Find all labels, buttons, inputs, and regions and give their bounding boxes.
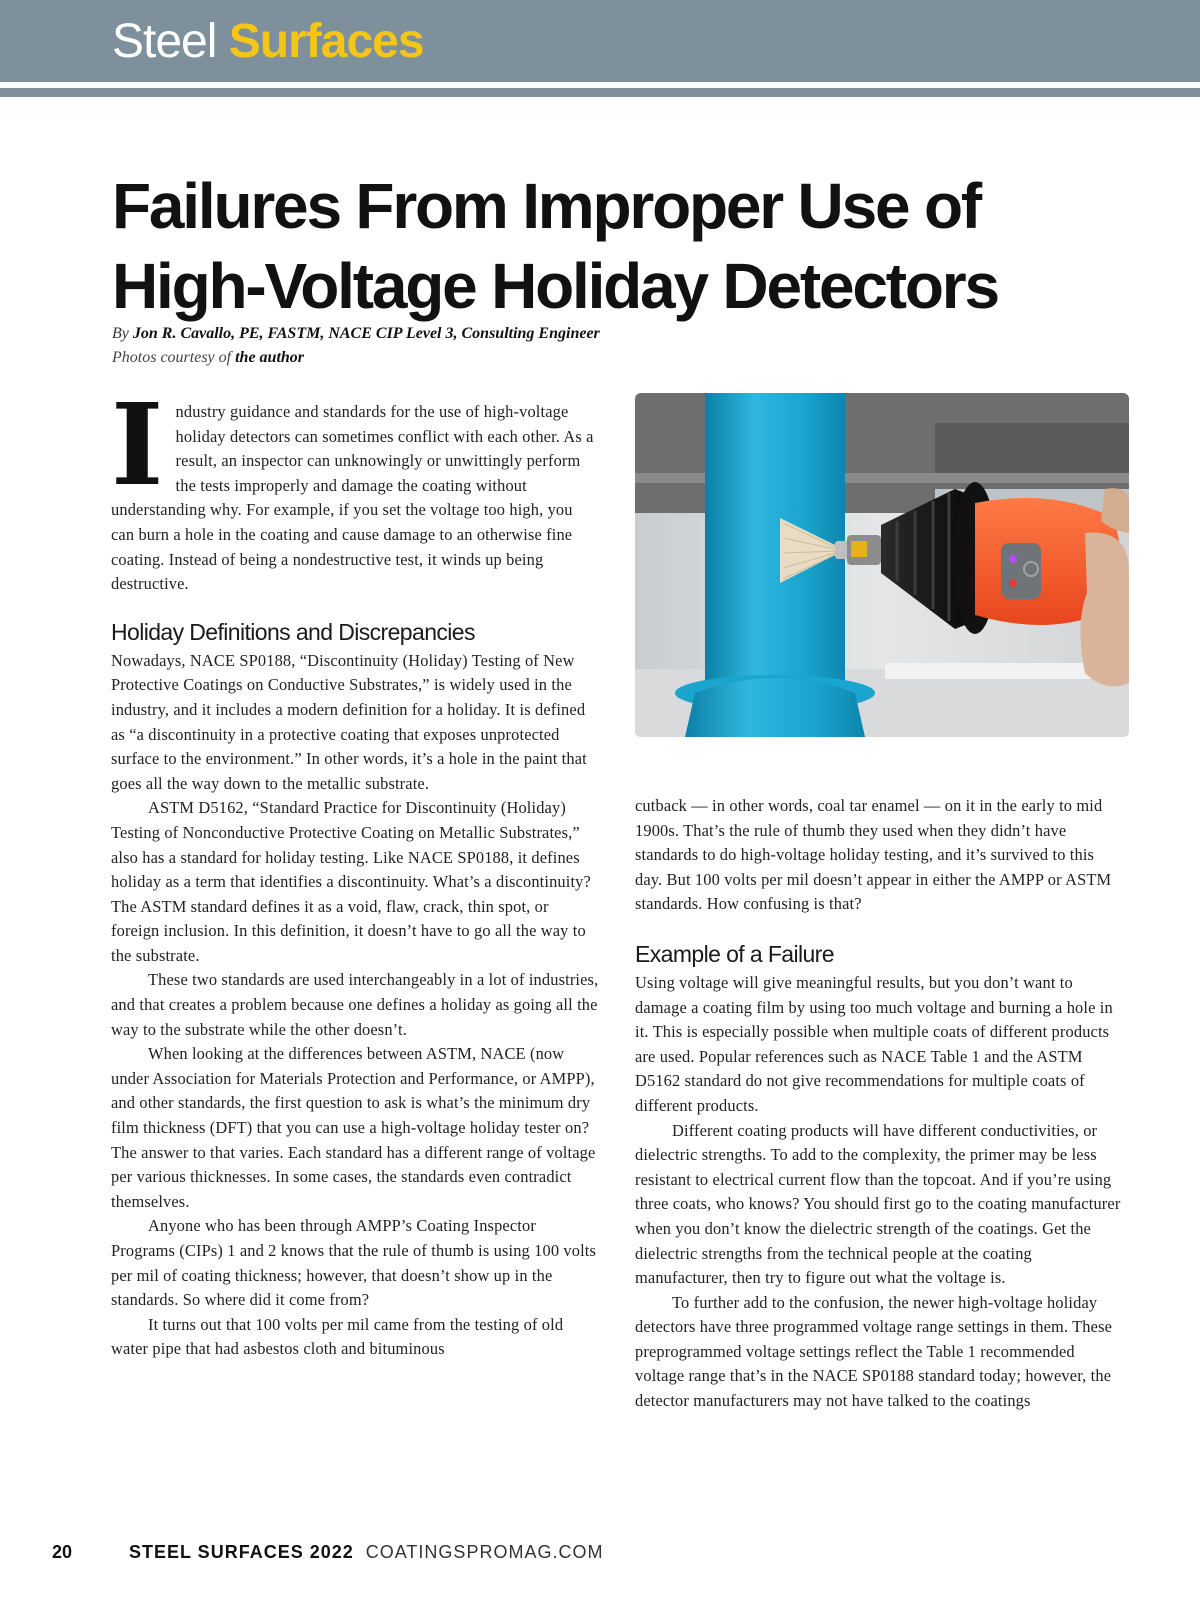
page-number: 20 [52, 1542, 73, 1562]
page-footer [52, 1540, 604, 1564]
body-paragraph: Different coating products will have different conductivities, or dielectric strengths. To add to the complexity, the primer may be less resistant to electrical current flow than the topcoat. And if you’re using three coats, who knows? You should first go to the coating manufacturer when you don’t know the dielectric strength of the coatings. Get the dielectric strengths from the technical people at the coating manufacturer, then try to figure out what the voltage is. [635, 1120, 1121, 1288]
subhead-definitions: Holiday Definitions and Discrepancies [111, 618, 475, 645]
photo-credit [112, 346, 304, 370]
detector-photo-illustration [635, 393, 1129, 737]
body-paragraph-continued: cutback — in other words, coal tar enamel — on it in the early to mid 1900s. That’s the rule of thumb they used when they didn’t have standards to do high-voltage holiday testing, and it’s survived to this day. But 100 volts per mil doesn’t appear in either the AMPP or ASTM standards. How confusing is that? [635, 796, 1112, 914]
right-column [635, 794, 1123, 1414]
magazine-website: COATINGSPROMAG.COM [365, 1542, 604, 1562]
body-paragraph: Anyone who has been through AMPP’s Coating Inspector Programs (CIPs) 1 and 2 knows that the rule of thumb is using 100 volts per mil of coating thickness; however, that doesn’t show up in the standards. So where did it come from? [111, 1216, 597, 1310]
byline-prefix: By [112, 325, 129, 342]
intro-paragraph [111, 380, 599, 597]
headline-line-1: Failures From Improper Use of [112, 170, 980, 242]
intro-text: ndustry guidance and standards for the use of high-voltage holiday detectors can sometimes conflict with each other. As a result, an inspector can unknowingly or unwittingly perform the tests improperly and damage the coating without understanding why. For example, if you set the voltage too high, you can burn a hole in the coating and cause damage to an otherwise fine coating. Instead of being a nondestructive test, it winds up being destructive. [111, 402, 594, 594]
byline-author: Jon R. Cavallo, PE, FASTM, NACE CIP Level 3, Consulting Engineer [132, 325, 600, 342]
headline-line-2: High-Voltage Holiday Detectors [112, 250, 998, 322]
drop-cap: I [111, 380, 164, 511]
subhead-failure-example: Example of a Failure [635, 940, 834, 967]
banner-divider [0, 88, 1200, 97]
body-paragraph: These two standards are used interchangeably in a lot of industries, and that creates a problem because one defines a holiday as going all the way to the substrate while the other doesn’t. [111, 970, 599, 1039]
section-title [112, 10, 424, 74]
left-column [111, 380, 599, 1362]
section-banner [0, 0, 1200, 82]
section-title-word1: Steel [112, 15, 217, 68]
section-title-word2: Surfaces [228, 15, 424, 68]
byline [112, 322, 600, 346]
holiday-detector-photo [635, 393, 1129, 737]
magazine-info [129, 1540, 603, 1564]
body-paragraph: To further add to the confusion, the newer high-voltage holiday detectors have three programmed voltage range settings in them. These preprogrammed voltage settings reflect the Table 1 recommended voltage range that’s in the NACE SP0188 standard today; however, the detector manufacturers may not have talked to the coatings [635, 1292, 1113, 1411]
body-paragraph: Nowadays, NACE SP0188, “Discontinuity (Holiday) Testing of New Protective Coatings on Conductive Substrates,” is widely used in the industry, and it includes a modern definition for a holiday. It is defined as “a discontinuity in a protective coating that exposes unprotected surface to the environment.” In other words, it’s a hole in the paint that goes all the way down to the metallic substrate. [111, 650, 587, 793]
body-paragraph: Using voltage will give meaningful results, but you don’t want to damage a coating film by using too much voltage and burning a hole in it. This is especially possible when multiple coats of different products are used. Popular references such as NACE Table 1 and the ASTM D5162 standard do not give recommendations for multiple coats of different products. [635, 972, 1113, 1115]
photo-credit-name: the author [235, 349, 305, 366]
article-headline [112, 166, 1112, 326]
body-paragraph: ASTM D5162, “Standard Practice for Discontinuity (Holiday) Testing of Nonconductive Protective Coating on Metallic Substrates,” also has a standard for holiday testing. Like NACE SP0188, it defines holiday as a term that identifies a discontinuity. What’s a discontinuity? The ASTM standard defines it as a void, flaw, crack, thin spot, or foreign inclusion. In this definition, it doesn’t have to go all the way to the substrate. [111, 798, 591, 965]
magazine-name: STEEL SURFACES 2022 [129, 1542, 354, 1562]
photo-credit-prefix: Photos courtesy of [112, 349, 232, 366]
body-paragraph: It turns out that 100 volts per mil came from the testing of old water pipe that had asbestos cloth and bituminous [111, 1314, 564, 1359]
body-paragraph: When looking at the differences between ASTM, NACE (now under Association for Materials Protection and Performance, or AMPP), and other standards, the first question to ask is what’s the minimum dry film thickness (DFT) that you can use a high-voltage holiday tester on? The answer to that varies. Each standard has a different range of voltage per various thicknesses. In some cases, the standards even contradict themselves. [111, 1044, 596, 1211]
